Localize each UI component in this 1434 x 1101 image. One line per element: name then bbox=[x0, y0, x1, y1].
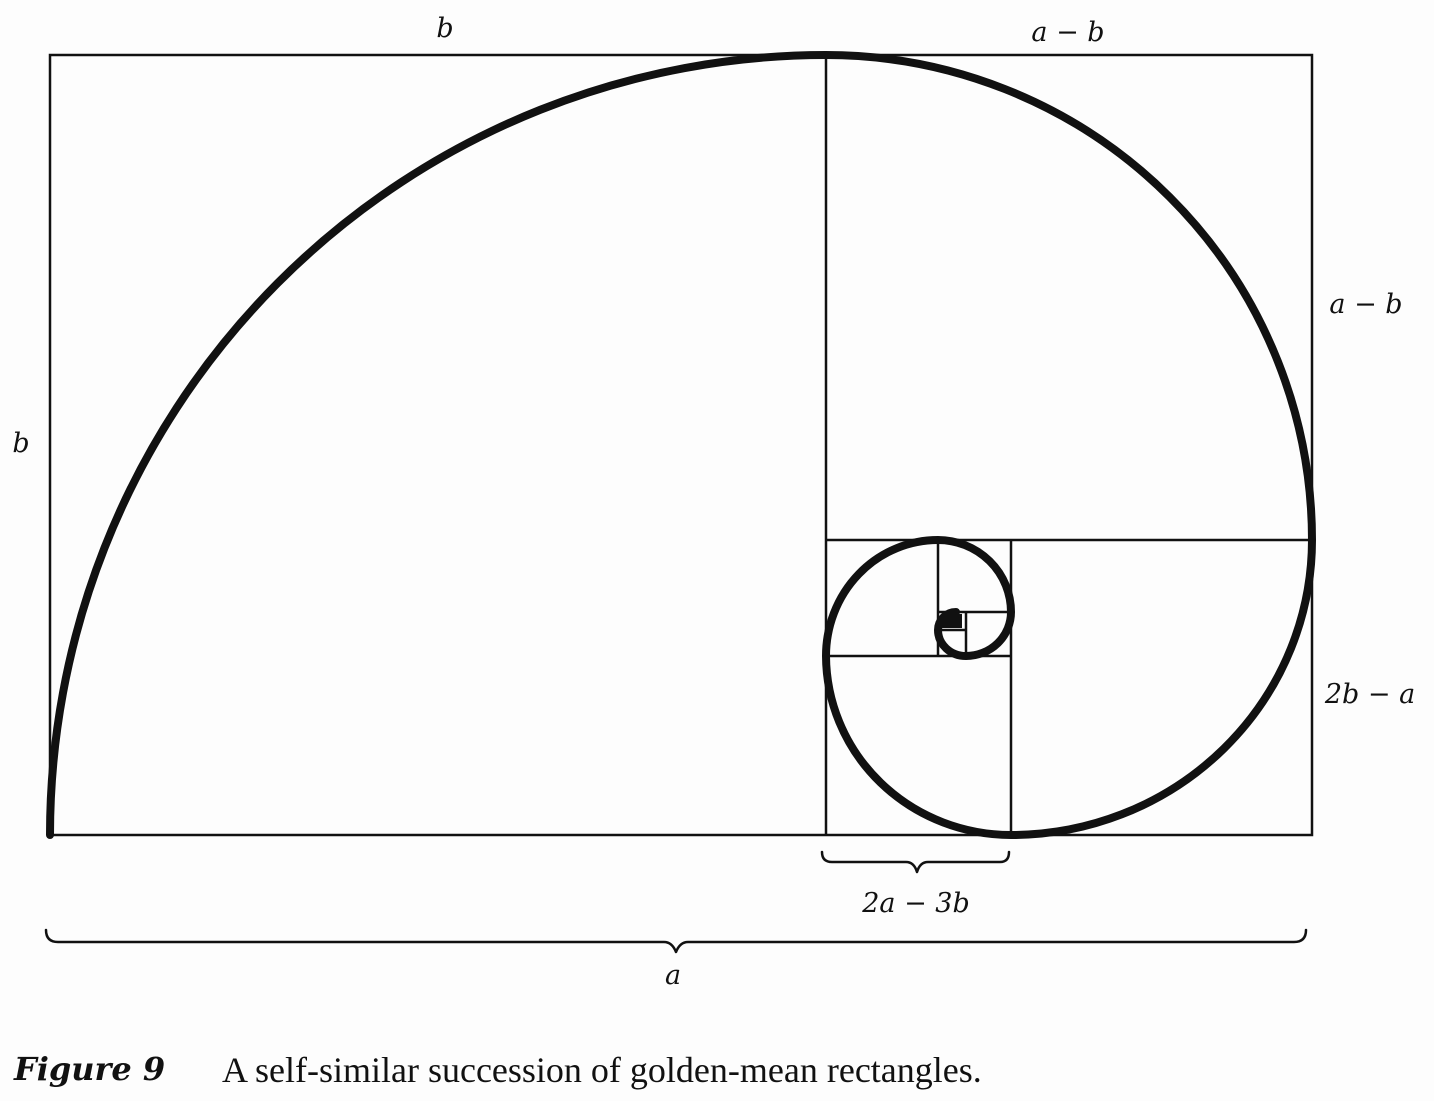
square-divisions bbox=[826, 55, 1312, 835]
label-top-b: b bbox=[436, 13, 454, 44]
spiral-center-mark bbox=[942, 614, 962, 628]
label-bottom-a: a bbox=[664, 960, 682, 991]
label-bottom-2a-minus-3b: 2a − 3b bbox=[862, 888, 970, 919]
golden-spiral bbox=[50, 55, 1312, 835]
brace-a bbox=[46, 930, 1306, 952]
label-right-2b-minus-a: 2b − a bbox=[1324, 679, 1416, 710]
outer-rectangle bbox=[50, 55, 1312, 835]
caption-label: Figure 9 bbox=[14, 1050, 166, 1088]
label-left-b: b bbox=[12, 428, 30, 459]
label-top-a-minus-b: a − b bbox=[1031, 17, 1105, 48]
caption-text: A self-similar succession of golden-mean rectangles. bbox=[222, 1050, 982, 1090]
label-right-a-minus-b: a − b bbox=[1329, 289, 1403, 320]
brace-2a-minus-3b bbox=[822, 852, 1009, 872]
